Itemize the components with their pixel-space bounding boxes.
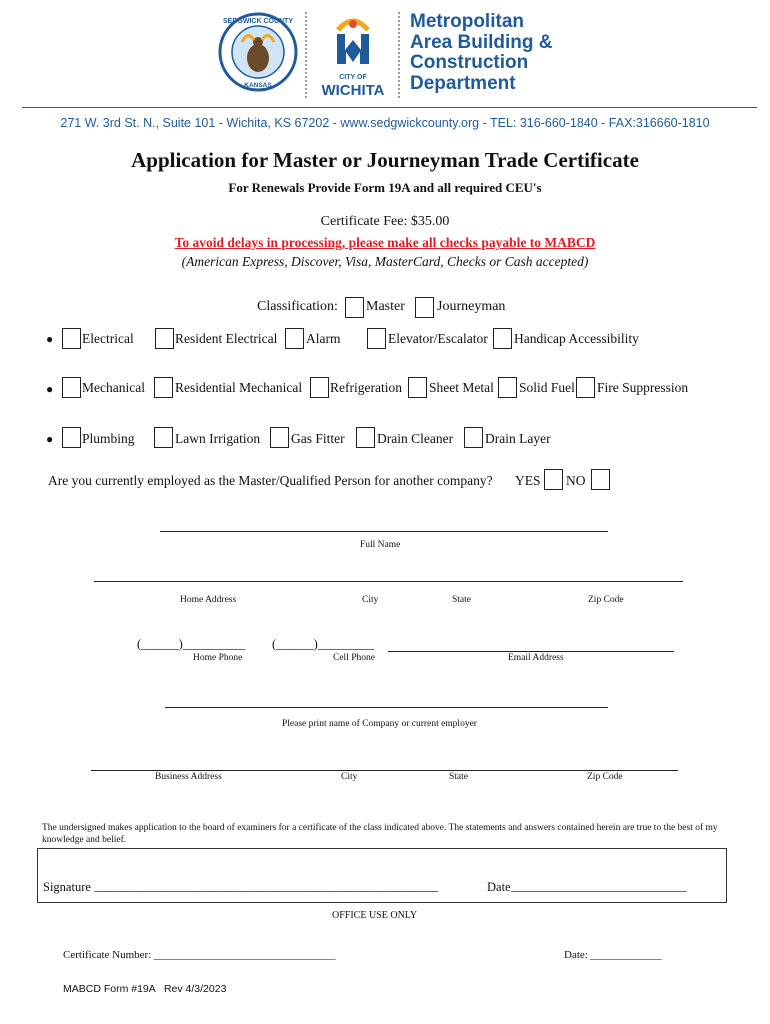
yes-label: YES	[515, 473, 541, 488]
page-subtitle: For Renewals Provide Form 19A and all required CEU's	[228, 180, 542, 195]
declaration-text: The undersigned makes application to the board of examiners for a certificate of the class indicated above. The statements and answers contained herein are true to the best of my knowledge and belief.	[42, 823, 718, 845]
address-line: 271 W. 3rd St. N., Suite 101 - Wichita, KS 67202 - www.sedgwickcounty.org - TEL: 316-660-1840 - FAX:316660-1810	[60, 116, 710, 130]
svg-text:KANSAS: KANSAS	[244, 82, 272, 89]
yes-checkbox[interactable]	[544, 469, 563, 490]
lawn-irrigation-checkbox[interactable]	[154, 427, 173, 448]
plumbing-label: Plumbing	[82, 431, 135, 446]
company-label: Please print name of Company or current employer	[282, 719, 477, 729]
drain-cleaner-checkbox[interactable]	[356, 427, 375, 448]
full-name-label: Full Name	[360, 540, 401, 550]
cell-phone-label: Cell Phone	[333, 653, 375, 663]
city-logo	[314, 12, 392, 100]
gas-fitter-checkbox[interactable]	[270, 427, 289, 448]
plumbing-checkbox[interactable]	[62, 427, 81, 448]
no-label: NO	[566, 473, 586, 488]
resident-electrical-checkbox[interactable]	[155, 328, 174, 349]
electrical-checkbox[interactable]	[62, 328, 81, 349]
county-seal	[218, 12, 298, 92]
page-title: Application for Master or Journeyman Trade Certificate	[131, 148, 639, 172]
home-phone-field[interactable]: (______)__________	[137, 637, 246, 651]
header-divider-1	[305, 12, 307, 98]
lawn-irrigation-label: Lawn Irrigation	[175, 431, 261, 446]
department-line-4: Department	[410, 72, 516, 94]
office-date-field[interactable]: _____________	[590, 949, 662, 961]
elevator-escalator-label: Elevator/Escalator	[388, 331, 488, 346]
signature-field[interactable]: _______________________________________________________________	[94, 879, 438, 893]
business-state-label: State	[449, 772, 468, 782]
electrical-label: Electrical	[82, 331, 134, 346]
home-address-label: Home Address	[180, 595, 237, 605]
alarm-label: Alarm	[306, 331, 341, 346]
email-field[interactable]	[388, 651, 674, 652]
email-label: Email Address	[508, 653, 564, 663]
business-zip-label: Zip Code	[587, 772, 623, 782]
alarm-checkbox[interactable]	[285, 328, 304, 349]
office-use-label: OFFICE USE ONLY	[332, 910, 418, 921]
fire-suppression-checkbox[interactable]	[576, 377, 595, 398]
home-address-field[interactable]	[94, 581, 683, 582]
solid-fuel-checkbox[interactable]	[498, 377, 517, 398]
department-line-1: Metropolitan	[410, 11, 524, 32]
master-label: Master	[366, 299, 405, 314]
header-divider-2	[398, 12, 400, 98]
date-label: Date	[487, 880, 511, 894]
date-field[interactable]: _______________________________	[511, 879, 687, 893]
header-rule	[22, 107, 757, 108]
elevator-escalator-checkbox[interactable]	[367, 328, 386, 349]
handicap-accessibility-label: Handicap Accessibility	[514, 331, 639, 346]
home-zip-label: Zip Code	[588, 595, 624, 605]
classification-label: Classification:	[257, 299, 338, 314]
drain-layer-checkbox[interactable]	[464, 427, 483, 448]
business-address-label: Business Address	[155, 772, 222, 782]
employed-question: Are you currently employed as the Master/Qualified Person for another company?	[48, 473, 493, 488]
fire-suppression-label: Fire Suppression	[597, 380, 689, 395]
certificate-fee: Certificate Fee: $35.00	[320, 214, 450, 229]
bullet-icon: ●	[46, 382, 54, 396]
city-logo-name: WICHITA	[321, 82, 385, 99]
handicap-accessibility-checkbox[interactable]	[493, 328, 512, 349]
solid-fuel-label: Solid Fuel	[519, 380, 575, 395]
svg-text:SEDGWICK COUNTY: SEDGWICK COUNTY	[223, 18, 293, 25]
master-checkbox[interactable]	[345, 297, 364, 318]
residential-mechanical-label: Residential Mechanical	[175, 380, 303, 395]
resident-electrical-label: Resident Electrical	[175, 331, 278, 346]
home-phone-label: Home Phone	[193, 653, 243, 663]
department-name	[410, 12, 553, 94]
company-field[interactable]	[165, 707, 608, 708]
refrigeration-checkbox[interactable]	[310, 377, 329, 398]
business-city-label: City	[341, 772, 358, 782]
drain-cleaner-label: Drain Cleaner	[377, 431, 454, 446]
form-footer: MABCD Form #19A Rev 4/3/2023	[63, 983, 227, 995]
department-line-2: Area Building &	[410, 31, 553, 53]
refrigeration-label: Refrigeration	[330, 380, 402, 395]
department-line-3: Construction	[410, 52, 529, 73]
gas-fitter-label: Gas Fitter	[291, 431, 345, 446]
payment-warning: To avoid delays in processing, please make all checks payable to MABCD	[174, 235, 596, 250]
business-address-field[interactable]	[91, 770, 678, 771]
home-state-label: State	[452, 595, 471, 605]
sheet-metal-label: Sheet Metal	[429, 380, 494, 395]
cell-phone-field[interactable]: (______)_________	[272, 637, 375, 651]
home-city-label: City	[362, 595, 379, 605]
city-logo-small: CITY OF	[339, 74, 367, 81]
drain-layer-label: Drain Layer	[485, 431, 551, 446]
signature-label: Signature	[43, 880, 91, 894]
no-checkbox[interactable]	[591, 469, 610, 490]
bullet-icon: ●	[46, 432, 54, 446]
certificate-number: Certificate Number: _________________________________	[63, 949, 336, 961]
mechanical-label: Mechanical	[82, 380, 145, 395]
full-name-field[interactable]	[160, 531, 608, 532]
mechanical-checkbox[interactable]	[62, 377, 81, 398]
signature-box	[37, 848, 727, 903]
residential-mechanical-checkbox[interactable]	[154, 377, 173, 398]
bullet-icon: ●	[46, 332, 54, 346]
journeyman-label: Journeyman	[437, 299, 506, 314]
journeyman-checkbox[interactable]	[415, 297, 434, 318]
sheet-metal-checkbox[interactable]	[408, 377, 427, 398]
payment-methods: (American Express, Discover, Visa, MasterCard, Checks or Cash accepted)	[181, 254, 589, 269]
office-date-label: Date:	[564, 949, 588, 961]
